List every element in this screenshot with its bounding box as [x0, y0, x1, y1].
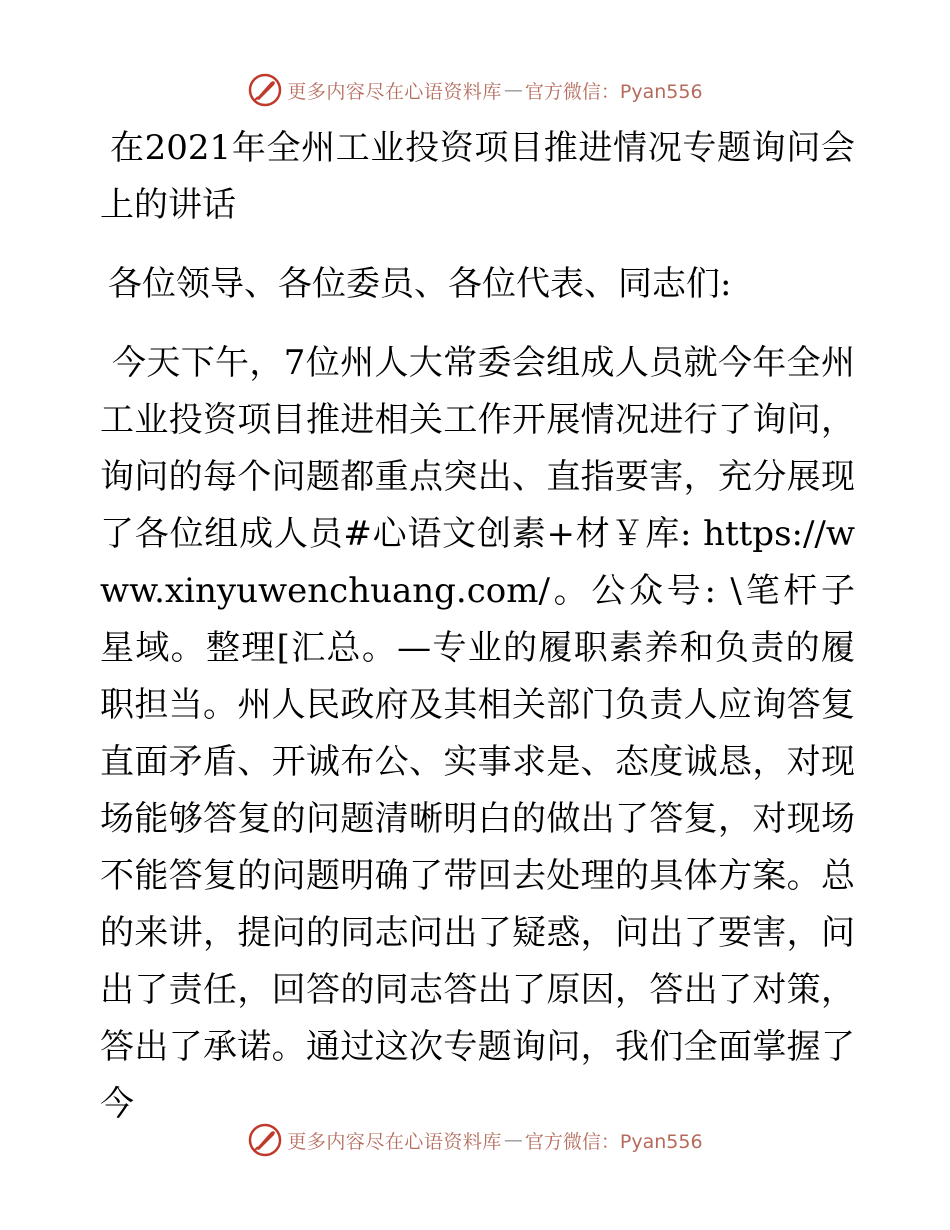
quill-logo-icon [247, 1122, 283, 1158]
document-title: 在2021年全州工业投资项目推进情况专题询问会上的讲话 [100, 128, 855, 225]
header-watermark-banner [0, 70, 950, 110]
banner-slogan: 更多内容尽在心语资料库 [287, 80, 502, 103]
banner-slogan: 更多内容尽在心语资料库 [287, 1130, 502, 1153]
banner-wechat-contact: 官方微信：Pyan556 [524, 80, 703, 103]
greeting-line: 各位领导、各位委员、各位代表、同志们: [108, 264, 732, 304]
quill-logo-icon [247, 72, 283, 108]
footer-watermark-banner [0, 1120, 950, 1160]
banner-dash: — [503, 1129, 523, 1151]
banner-wechat-contact: 官方微信：Pyan556 [524, 1130, 703, 1153]
document-body [100, 120, 855, 1133]
banner-dash: — [503, 79, 523, 101]
body-paragraph: 今天下午，7位州人大常委会组成人员就今年全州工业投资项目推进相关工作开展情况进行了询问，询问的每个问题都重点突出、直指要害，充分展现了各位组成人员#心语文创素+材￥库: https://www.xinyuwenchuang.com/。公众号: \笔杆子星域。整理[汇总。—专业的履职素养和负责的履职担当。州人民政府及其相关部门负责人应询答复直面矛盾、开诚布公、实事求是、态度诚恳，对现场能够答复的问题清晰明白的做出了答复，对现场不能答复的问题明确了带回去处理的具体方案。总的来讲，提问的同志问出了疑惑，问出了要害，问出了责任，回答的同志答出了原因，答出了对策，答出了承诺。通过这次专题询问，我们全面掌握了今 [100, 343, 855, 1124]
